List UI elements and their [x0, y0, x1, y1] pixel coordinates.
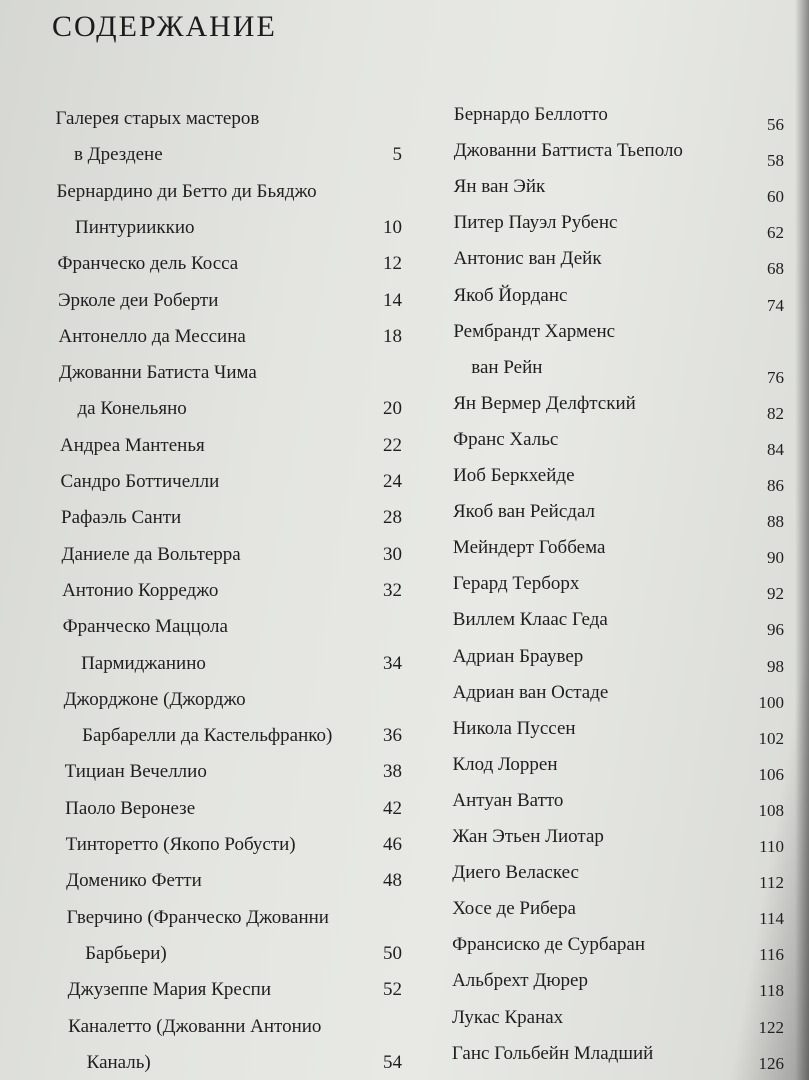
- toc-entry: [452, 894, 784, 929]
- toc-entry-name: Паоло Веронезе: [65, 797, 196, 819]
- toc-entry-name: Мейндерт Гоббема: [452, 537, 606, 559]
- toc-entry: [451, 1039, 784, 1073]
- toc-entry-name: Адриан Браувер: [452, 645, 584, 667]
- toc-entry-name: Франческо Маццола: [62, 616, 228, 638]
- toc-entry-name: Альбрехт Дюрер: [452, 970, 588, 992]
- toc-entry-name: Клод Лоррен: [452, 753, 558, 775]
- toc-entry-name: Джорджоне (Джорджо: [63, 688, 246, 710]
- toc-entry: [62, 576, 402, 606]
- page-edge-shadow: [795, 0, 809, 1080]
- toc-entry: [452, 642, 784, 676]
- toc-page-number: 36: [382, 725, 402, 747]
- toc-entry-name: Бернардо Беллотто: [453, 104, 608, 125]
- toc-entry-name: Пинтурииккио: [74, 216, 195, 238]
- toc-page-number: 24: [382, 471, 402, 492]
- toc-page-number: 5: [392, 144, 402, 166]
- toc-entry-name: Никола Пуссен: [452, 717, 576, 739]
- toc-entry: [453, 281, 784, 315]
- toc-entry-name: Франсиско де Сурбаран: [452, 934, 646, 956]
- toc-page-number: 22: [382, 434, 402, 456]
- toc-entry: [60, 431, 402, 461]
- toc-entry-name: Питер Пауэл Рубенс: [453, 212, 618, 234]
- toc-page-number: 112: [759, 873, 784, 893]
- toc-entry: [452, 569, 784, 604]
- toc-page-number: 18: [382, 325, 402, 347]
- toc-entry-name: Хосе де Рибера: [452, 898, 576, 920]
- toc-page-number: 32: [382, 579, 402, 601]
- toc-page-number: 12: [382, 253, 402, 275]
- toc-entry: [65, 794, 402, 824]
- toc-entry: [453, 172, 784, 207]
- toc-page-number: 48: [382, 870, 402, 892]
- toc-page-number: 42: [382, 797, 402, 819]
- toc-entry: [452, 533, 784, 568]
- toc-page-number: 46: [382, 834, 402, 855]
- toc-page-number: 116: [759, 945, 784, 965]
- toc-page-number: 108: [758, 800, 784, 820]
- toc-entry: [453, 425, 784, 459]
- toc-entry: [452, 714, 784, 748]
- toc-entry-name: Сандро Боттичелли: [60, 471, 220, 492]
- toc-entry: [453, 208, 784, 243]
- toc-entry-continuation: [78, 394, 402, 424]
- toc-entry-name: Антонио Корреджо: [62, 579, 219, 601]
- toc-entry: [453, 136, 784, 171]
- toc-entry: [453, 100, 784, 134]
- toc-entry-name: Галерея старых мастеров: [55, 108, 260, 129]
- toc-page-number: 58: [766, 151, 784, 171]
- toc-page-number: 62: [766, 223, 784, 243]
- toc-entry: [64, 685, 402, 715]
- toc-page-number: 50: [382, 942, 402, 964]
- toc-page-number: 126: [758, 1053, 784, 1073]
- toc-entry-continuation: [471, 353, 784, 387]
- toc-entry-name: Андреа Мантенья: [60, 434, 205, 456]
- toc-entry-continuation: [75, 213, 402, 243]
- toc-page-number: 92: [766, 584, 784, 604]
- toc-entry: [453, 317, 784, 347]
- toc-page-number: 122: [758, 1017, 784, 1037]
- toc-entry-name: Тициан Вечеллио: [64, 761, 207, 783]
- toc-entry-name: Рафаэль Санти: [61, 507, 182, 529]
- toc-entry: [61, 503, 402, 533]
- toc-page-number: 98: [766, 656, 784, 676]
- toc-entry-continuation: [87, 1048, 402, 1078]
- toc-entry: [68, 1012, 402, 1042]
- toc-page-number: 60: [766, 187, 784, 207]
- toc-entry-name: Ян ван Эйк: [453, 176, 546, 198]
- toc-entry-name: Каналетто (Джованни Антонио: [68, 1015, 322, 1037]
- toc-entry-name: Франс Хальс: [453, 428, 559, 450]
- toc-page-number: 20: [382, 398, 402, 420]
- toc-entry: [453, 461, 784, 495]
- toc-entry-name: Антонис ван Дейк: [453, 248, 602, 270]
- toc-page-number: 106: [758, 764, 784, 784]
- toc-entry: [58, 286, 402, 316]
- toc-page-number: 28: [382, 507, 402, 529]
- toc-page-number: 14: [382, 289, 402, 311]
- toc-page-number: 110: [759, 837, 784, 856]
- toc-entry: [57, 249, 402, 279]
- toc-entry: [56, 177, 402, 207]
- toc-entry-name: Тинторетто (Якопо Робусти): [65, 834, 296, 855]
- toc-entry-name: ван Рейн: [471, 356, 543, 378]
- toc-page-number: 10: [382, 216, 402, 238]
- toc-entry: [66, 830, 402, 860]
- toc-entry: [55, 104, 402, 134]
- toc-entry-name: Гверчино (Франческо Джованни: [66, 906, 329, 928]
- toc-entry-continuation: [85, 939, 402, 969]
- toc-entry: [59, 322, 402, 352]
- toc-entry: [453, 389, 784, 423]
- toc-entry-name: в Дрездене: [73, 144, 163, 166]
- toc-page-number: 74: [766, 295, 784, 315]
- toc-entry: [451, 1003, 784, 1037]
- toc-entry-name: да Конельяно: [77, 398, 187, 420]
- toc-entry: [452, 858, 784, 893]
- toc-page-number: 96: [766, 620, 784, 640]
- toc-entry: [453, 497, 784, 532]
- toc-page-number: 114: [759, 909, 784, 929]
- toc-entry-continuation: [81, 649, 402, 679]
- toc-page-number: 30: [382, 543, 402, 565]
- toc-entry-name: Диего Веласкес: [452, 862, 579, 884]
- toc-entry: [452, 930, 784, 965]
- toc-entry: [62, 540, 402, 570]
- toc-entry: [66, 866, 402, 896]
- toc-entry: [61, 467, 402, 497]
- toc-entry-name: Иоб Беркхейде: [453, 465, 575, 486]
- toc-entry-name: Адриан ван Остаде: [452, 681, 609, 703]
- toc-entry: [63, 612, 402, 642]
- toc-entry-name: Ганс Гольбейн Младший: [451, 1042, 654, 1064]
- toc-page-number: 90: [766, 548, 784, 568]
- toc-entry-name: Рембрандт Харменс: [453, 320, 616, 342]
- toc-entry-name: Герард Терборх: [452, 573, 580, 595]
- toc-page-number: 100: [758, 692, 784, 712]
- toc-page-number: 88: [766, 512, 784, 532]
- toc-entry-name: Бернардино ди Бетто ди Бьяджо: [56, 180, 317, 202]
- toc-entry: [452, 786, 784, 820]
- toc-entry-name: Якоб Йорданс: [453, 284, 568, 306]
- toc-entry: [453, 244, 784, 279]
- toc-entry-name: Эрколе деи Роберти: [57, 289, 219, 311]
- toc-entry-name: Даниеле да Вольтерра: [61, 543, 241, 565]
- toc-page-number: 52: [382, 979, 402, 1001]
- toc-entry: [68, 975, 402, 1005]
- toc-page-number: 102: [758, 728, 784, 748]
- toc-entry: [452, 678, 784, 712]
- toc-entry-name: Джованни Батиста Чима: [59, 362, 257, 384]
- toc-entry-name: Пармиджанино: [81, 652, 206, 674]
- toc-entry-name: Джованни Баттиста Тьеполо: [453, 140, 683, 162]
- toc-entry-continuation: [74, 140, 402, 170]
- toc-page-number: 56: [766, 115, 784, 134]
- toc-entry: [67, 903, 402, 933]
- toc-page-number: 54: [382, 1051, 402, 1073]
- toc-page-number: 118: [759, 981, 784, 1001]
- toc-entry-name: Доменико Фетти: [66, 870, 202, 892]
- toc-page-number: 84: [766, 439, 784, 459]
- toc-page-number: 34: [382, 652, 402, 674]
- toc-entry: [59, 358, 402, 388]
- toc-entry-name: Джузеппе Мария Креспи: [67, 979, 272, 1001]
- toc-entry: [452, 966, 784, 1001]
- toc-entry-name: Антуан Ватто: [452, 789, 564, 811]
- toc-entry-name: Каналь): [86, 1051, 151, 1073]
- toc-entry: [65, 757, 402, 787]
- page-title: СОДЕРЖАНИЕ: [52, 10, 277, 43]
- toc-entry-name: Лукас Кранах: [451, 1006, 564, 1028]
- toc-entry: [452, 605, 784, 640]
- toc-entry-name: Ян Вермер Делфтский: [453, 392, 636, 414]
- toc-entry-name: Барбарелли да Кастельфранко): [82, 725, 333, 747]
- toc-page-number: 68: [766, 259, 784, 279]
- toc-page-number: 86: [766, 476, 784, 495]
- toc-entry-name: Франческо дель Косса: [57, 253, 239, 275]
- toc-entry-name: Виллем Клаас Геда: [452, 609, 608, 631]
- toc-page-number: 38: [382, 761, 402, 783]
- toc-entry-name: Якоб ван Рейсдал: [453, 501, 596, 523]
- toc-page-number: 82: [766, 403, 784, 423]
- toc-entry: [452, 750, 784, 784]
- toc-page-number: 76: [766, 367, 784, 387]
- toc-entry-name: Антонелло да Мессина: [58, 325, 246, 347]
- toc-entry-name: Жан Этьен Лиотар: [452, 826, 604, 847]
- toc-entry-continuation: [82, 721, 402, 751]
- toc-entry: [452, 822, 784, 856]
- toc-entry-name: Барбьери): [85, 942, 167, 964]
